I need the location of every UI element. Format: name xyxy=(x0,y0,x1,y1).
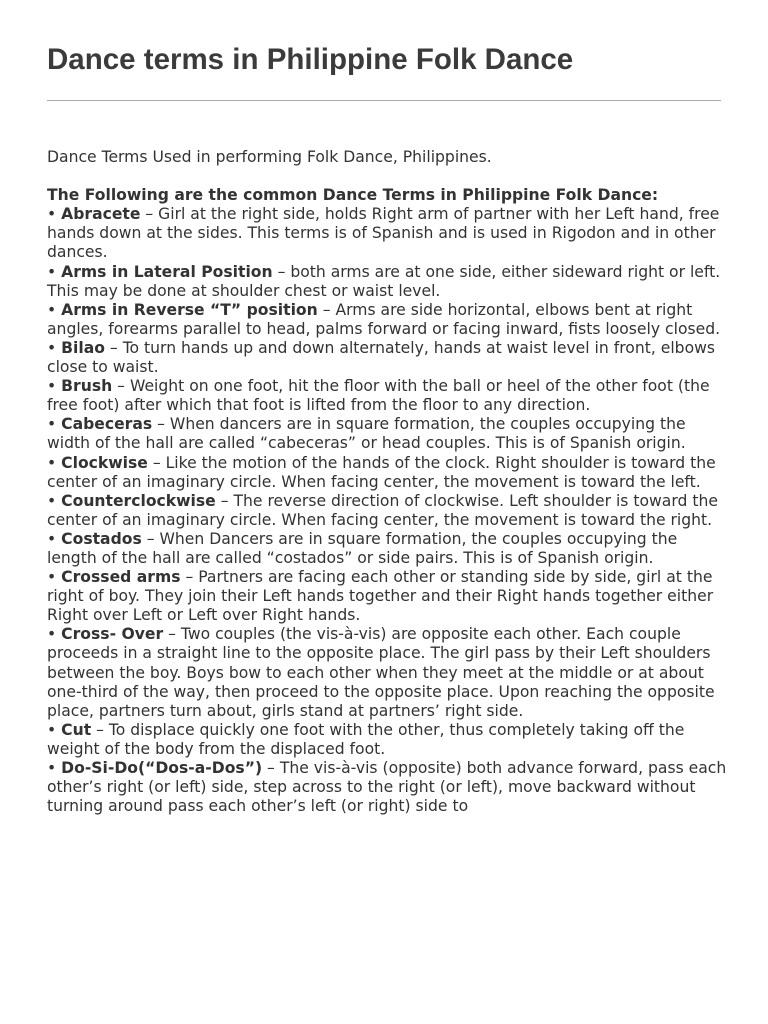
term-separator: – xyxy=(262,759,280,777)
terms-heading: The Following are the common Dance Terms in Philippine Folk Dance: xyxy=(47,186,659,205)
term-item xyxy=(47,263,727,301)
term-item xyxy=(47,377,727,415)
bullet: • xyxy=(47,262,62,281)
bullet: • xyxy=(47,338,62,357)
term-item xyxy=(47,454,727,492)
bullet: • xyxy=(47,415,62,434)
term-separator: – xyxy=(215,491,234,510)
term-definition: When Dancers are in square formation, the couples occupying the length of the hall are called “costados” or side pairs. This is of Spanish origin. xyxy=(47,529,678,567)
term-separator: – xyxy=(147,453,166,472)
term-definition: When dancers are in square formation, the couples occupying the width of the hall are called “cabeceras” or head couples. This is of Spanish origin. xyxy=(47,415,686,453)
title-divider xyxy=(47,100,721,101)
term-separator: – xyxy=(104,338,123,357)
bullet: • xyxy=(47,300,62,319)
article-body xyxy=(47,148,727,816)
term-separator: – xyxy=(317,300,336,319)
term-item xyxy=(47,415,727,453)
term-name: Cabeceras xyxy=(61,415,153,434)
term-definition: The vis-à-vis (opposite) both advance forward, pass each other’s right (or left) side, step across to the right (or left), move backward without turning around pass each other’s left (or right) side to xyxy=(47,759,727,816)
term-definition: Partners are facing each other or standing side by side, girl at the right of boy. They join their Left hands together and their Right hands together either Right over Left or Left over Right hands. xyxy=(47,568,714,625)
term-separator: – xyxy=(112,377,130,396)
term-separator: – xyxy=(272,262,291,281)
term-definition: The reverse direction of clockwise. Left shoulder is toward the center of an imaginary circle. When facing center, the movement is toward the right. xyxy=(47,491,718,529)
term-separator: – xyxy=(141,529,160,548)
term-name: Costados xyxy=(61,529,142,548)
term-item xyxy=(47,759,727,816)
term-separator: – xyxy=(91,720,109,739)
term-separator: – xyxy=(163,625,181,644)
term-item xyxy=(47,301,727,339)
term-name: Arms in Reverse “T” position xyxy=(61,300,318,319)
term-definition: both arms are at one side, either sideward right or left. This may be done at shoulder chest or waist level. xyxy=(47,262,721,300)
term-name: Crossed arms xyxy=(61,568,181,587)
term-definition: Girl at the right side, holds Right arm of partner with her Left hand, free hands down at the sides. This terms is of Spanish and is used in Rigodon and in other dances. xyxy=(47,205,720,262)
bullet: • xyxy=(47,491,62,510)
term-item xyxy=(47,625,727,720)
term-separator: – xyxy=(140,205,159,224)
term-separator: – xyxy=(180,568,199,587)
term-name: Cut xyxy=(61,720,92,739)
bullet: • xyxy=(47,720,62,739)
term-definition: Like the motion of the hands of the clock. Right shoulder is toward the center of an imaginary circle. When facing center, the movement is toward the left. xyxy=(47,453,716,491)
bullet: • xyxy=(47,377,62,396)
bullet: • xyxy=(47,529,62,548)
term-name: Arms in Lateral Position xyxy=(61,262,273,281)
term-item xyxy=(47,721,727,759)
page-title: Dance terms in Philippine Folk Dance xyxy=(47,43,574,76)
term-item xyxy=(47,568,727,625)
bullet: • xyxy=(47,205,62,224)
term-item xyxy=(47,339,727,377)
term-name: Cross- Over xyxy=(61,625,164,644)
term-definition: To displace quickly one foot with the other, thus completely taking off the weight of the body from the displaced foot. xyxy=(47,720,685,758)
term-name: Counterclockwise xyxy=(61,491,216,510)
intro-paragraph: Dance Terms Used in performing Folk Dance, Philippines. xyxy=(47,148,492,166)
term-item xyxy=(47,205,727,262)
bullet: • xyxy=(47,625,62,644)
term-separator: – xyxy=(152,415,170,434)
term-name: Do-Si-Do(“Dos-a-Dos”) xyxy=(61,759,263,777)
term-name: Abracete xyxy=(61,205,141,224)
term-item xyxy=(47,530,727,568)
bullet: • xyxy=(47,568,62,587)
bullet: • xyxy=(47,759,62,777)
term-definition: Two couples (the vis-à-vis) are opposite each other. Each couple proceeds in a straight line to the opposite place. The girl pass by their Left shoulders between the boy. Boys bow to each other when they meet at the middle or at about one-third of the way, then proceed to the opposite place. Upon reaching the opposite place, partners turn about, girls stand at partners’ right side. xyxy=(47,625,715,720)
term-name: Clockwise xyxy=(61,453,148,472)
bullet: • xyxy=(47,453,62,472)
term-item xyxy=(47,492,727,530)
term-definition: Weight on one foot, hit the floor with the ball or heel of the other foot (the free foot) after which that foot is lifted from the floor to any direction. xyxy=(47,377,710,415)
term-name: Bilao xyxy=(61,338,105,357)
term-definition: To turn hands up and down alternately, hands at waist level in front, elbows close to waist. xyxy=(47,338,715,377)
terms-list xyxy=(47,205,727,816)
term-definition: Arms are side horizontal, elbows bent at right angles, forearms parallel to head, palms forward or facing inward, fists loosely closed. xyxy=(47,300,721,338)
term-name: Brush xyxy=(61,377,113,396)
